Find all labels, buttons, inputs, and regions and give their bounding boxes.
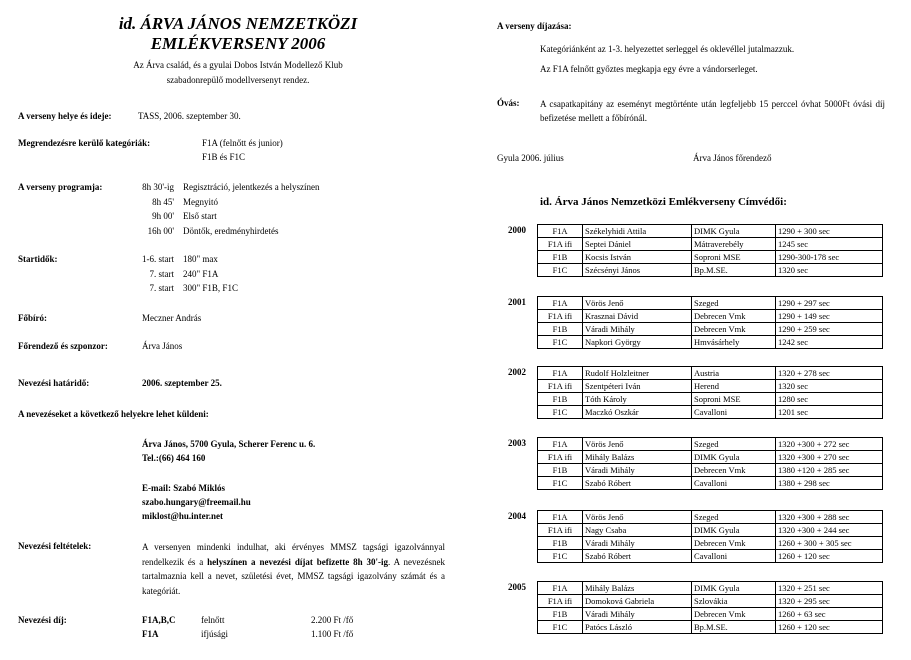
table-row <box>538 537 883 550</box>
year-label: 2002 <box>508 367 526 377</box>
subtitle-line-2: szabadonrepülő modellversenyt rendez. <box>166 75 310 85</box>
holders-table <box>537 437 883 490</box>
category-cell: F1B <box>538 464 583 477</box>
category-cell: F1B <box>538 323 583 336</box>
club-cell: Szeged <box>692 511 776 524</box>
score-cell: 1320 +300 + 270 sec <box>776 451 883 464</box>
start-when: 1-6. start <box>142 254 174 264</box>
send-to-label: A nevezéseket a következő helyekre lehet küldeni: <box>18 409 209 419</box>
club-cell: DIMK Gyula <box>692 451 776 464</box>
name-cell: Váradi Mihály <box>583 608 692 621</box>
club-cell: Szeged <box>692 438 776 451</box>
prizes-label: A verseny díjazása: <box>497 21 572 31</box>
program-text: Megnyitó <box>183 196 218 207</box>
protest-text: A csapatkapitány az eseményt megtörténte után legfeljebb 15 perccel óvhat 5000Ft óvási díj befizetése mellett a főbírónál. <box>540 99 885 123</box>
score-cell: 1290 + 259 sec <box>776 323 883 336</box>
fee-label: Nevezési díj: <box>18 615 67 625</box>
table-row <box>538 367 883 380</box>
category-cell: F1A <box>538 297 583 310</box>
name-cell: Mihály Balázs <box>583 451 692 464</box>
fee-category: F1A <box>142 629 159 639</box>
year-label: 2000 <box>508 225 526 235</box>
right-column <box>497 0 897 660</box>
category-cell: F1A ifi <box>538 238 583 251</box>
score-cell: 1320 +300 + 244 sec <box>776 524 883 537</box>
club-cell: Szlovákia <box>692 595 776 608</box>
table-row <box>538 438 883 451</box>
table-row <box>538 595 883 608</box>
prizes-line-1: Kategóriánként az 1-3. helyezettet serleggel és oklevéllel jutalmazzuk. <box>540 44 795 54</box>
holders-table <box>537 581 883 634</box>
title-line-1: id. ÁRVA JÁNOS NEMZETKÖZI <box>118 14 358 33</box>
table-row <box>538 477 883 490</box>
category-cell: F1B <box>538 608 583 621</box>
program-text: Regisztráció, jelentkezés a helyszínen <box>183 182 320 192</box>
fee-who: felnőtt <box>201 615 225 625</box>
program-text: Első start <box>183 211 217 221</box>
name-cell: Székelyhidi Attila <box>583 225 692 238</box>
year-label: 2005 <box>508 582 526 592</box>
score-cell: 1320 + 278 sec <box>776 367 883 380</box>
score-cell: 1260 + 120 sec <box>776 550 883 563</box>
category-cell: F1A ifi <box>538 451 583 464</box>
club-cell: Hmvásárhely <box>692 336 776 349</box>
start-when: 7. start <box>149 283 174 293</box>
score-cell: 1290-300-178 sec <box>776 251 883 264</box>
table-row <box>538 550 883 563</box>
club-cell: Szeged <box>692 297 776 310</box>
score-cell: 1290 + 149 sec <box>776 310 883 323</box>
name-cell: Rudolf Holzleitner <box>583 367 692 380</box>
organizer-label: Főrendező és szponzor: <box>18 341 108 351</box>
fee-amount: 1.100 Ft /fő <box>311 629 354 639</box>
start-when: 7. start <box>149 268 174 279</box>
holders-table <box>537 224 883 277</box>
name-cell: Domoková Gabriela <box>583 595 692 608</box>
category-cell: F1B <box>538 393 583 406</box>
left-column <box>18 0 458 660</box>
table-row <box>538 608 883 621</box>
club-cell: Soproni MSE <box>692 393 776 406</box>
categories-label: Megrendezésre kerülő kategóriák: <box>18 138 151 148</box>
name-cell: Vörös Jenő <box>583 438 692 451</box>
prizes-line-2: Az F1A felnőtt győztes megkapja egy évre a vándorserleget. <box>540 64 758 74</box>
signature-name: Árva János főrendező <box>693 153 772 163</box>
club-cell: Bp.M.SE. <box>692 264 776 277</box>
title-line-2: EMLÉKVERSENY 2006 <box>150 34 326 53</box>
score-cell: 1320 sec <box>776 380 883 393</box>
venue-label: A verseny helye és ideje: <box>18 111 112 121</box>
conditions-text-part-1: A versenyen mindenki indulhat, aki érvényes MMSZ tagsági igazolvánnyal rendelkezik és a <box>142 542 445 567</box>
fee-amount: 2.200 Ft /fő <box>311 615 354 625</box>
category-cell: F1B <box>538 537 583 550</box>
score-cell: 1260 + 300 + 305 sec <box>776 537 883 550</box>
name-cell: Septei Dániel <box>583 238 692 251</box>
program-text: Döntők, eredményhirdetés <box>183 225 279 236</box>
fee-who: ifjúsági <box>201 629 228 639</box>
club-cell: Cavalloni <box>692 406 776 419</box>
score-cell: 1245 sec <box>776 238 883 251</box>
score-cell: 1290 + 297 sec <box>776 297 883 310</box>
club-cell: Herend <box>692 380 776 393</box>
organizer-value: Árva János <box>142 341 183 351</box>
conditions-text-part-2: . A nevezésnek tartalmaznia kell a nevet, születési évet, MMSZ tagsági igazolvány számát és a kategóriát. <box>142 556 446 596</box>
category-cell: F1C <box>538 550 583 563</box>
table-row <box>538 451 883 464</box>
send-to-email-2[interactable]: miklost@hu.inter.net <box>142 511 224 521</box>
category-cell: F1B <box>538 251 583 264</box>
category-cell: F1A <box>538 225 583 238</box>
holders-table <box>537 296 883 349</box>
year-label: 2003 <box>508 438 526 448</box>
program-time: 8h 30'-ig <box>142 182 174 192</box>
signature-place-date: Gyula 2006. július <box>497 153 564 163</box>
score-cell: 1380 + 298 sec <box>776 477 883 490</box>
table-row <box>538 524 883 537</box>
club-cell: Austria <box>692 367 776 380</box>
name-cell: Váradi Mihály <box>583 464 692 477</box>
table-row <box>538 336 883 349</box>
name-cell: Váradi Mihály <box>583 537 692 550</box>
score-cell: 1320 +300 + 288 sec <box>776 511 883 524</box>
starts-label: Startidők: <box>18 254 58 264</box>
start-what: 300" F1B, F1C <box>183 283 238 293</box>
category-cell: F1A ifi <box>538 524 583 537</box>
score-cell: 1320 + 251 sec <box>776 582 883 595</box>
holders-table <box>537 510 883 563</box>
deadline-label: Nevezési határidő: <box>18 378 90 388</box>
referee-label: Főbíró: <box>18 313 47 323</box>
name-cell: Patócs László <box>583 621 692 634</box>
category-cell: F1C <box>538 264 583 277</box>
table-row <box>538 225 883 238</box>
year-label: 2001 <box>508 297 526 307</box>
category-cell: F1A <box>538 438 583 451</box>
conditions-text <box>142 540 445 598</box>
name-cell: Szécsényi János <box>583 264 692 277</box>
name-cell: Szabó Róbert <box>583 477 692 490</box>
club-cell: Debrecen Vmk <box>692 310 776 323</box>
start-what: 240" F1A <box>183 268 219 279</box>
send-to-address: Árva János, 5700 Gyula, Scherer Ferenc u. 6. <box>142 439 316 449</box>
category-cell: F1A <box>538 582 583 595</box>
program-time: 8h 45' <box>152 196 174 207</box>
name-cell: Vörös Jenő <box>583 511 692 524</box>
score-cell: 1242 sec <box>776 336 883 349</box>
club-cell: DIMK Gyula <box>692 225 776 238</box>
table-row <box>538 511 883 524</box>
score-cell: 1260 + 63 sec <box>776 608 883 621</box>
club-cell: Debrecen Vmk <box>692 323 776 336</box>
table-row <box>538 464 883 477</box>
club-cell: Bp.M.SE. <box>692 621 776 634</box>
protest-label: Óvás: <box>497 98 520 108</box>
table-row <box>538 582 883 595</box>
name-cell: Kocsis István <box>583 251 692 264</box>
name-cell: Tóth Károly <box>583 393 692 406</box>
table-row <box>538 251 883 264</box>
table-row <box>538 406 883 419</box>
club-cell: Debrecen Vmk <box>692 464 776 477</box>
categories-line-1: F1A (felnőtt és junior) <box>202 138 283 148</box>
club-cell: Debrecen Vmk <box>692 537 776 550</box>
club-cell: DIMK Gyula <box>692 582 776 595</box>
name-cell: Maczkó Oszkár <box>583 406 692 419</box>
name-cell: Napkori György <box>583 336 692 349</box>
program-time: 9h 00' <box>152 211 174 221</box>
category-cell: F1C <box>538 477 583 490</box>
category-cell: F1A ifi <box>538 310 583 323</box>
club-cell: Cavalloni <box>692 550 776 563</box>
table-row <box>538 264 883 277</box>
table-row <box>538 323 883 336</box>
name-cell: Mihály Balázs <box>583 582 692 595</box>
name-cell: Szabó Róbert <box>583 550 692 563</box>
table-row <box>538 621 883 634</box>
conditions-label: Nevezési feltételek: <box>18 541 92 551</box>
club-cell: Soproni MSE <box>692 251 776 264</box>
send-to-phone: Tel.:(66) 464 160 <box>142 453 206 463</box>
category-cell: F1A <box>538 367 583 380</box>
referee-value: Meczner András <box>142 313 202 323</box>
subtitle-line-1: Az Árva család, és a gyulai Dobos István Modellező Klub <box>133 60 343 70</box>
holders-title: id. Árva János Nemzetközi Emlékverseny Címvédői: <box>540 196 787 208</box>
table-row <box>538 393 883 406</box>
category-cell: F1A ifi <box>538 380 583 393</box>
category-cell: F1C <box>538 336 583 349</box>
score-cell: 1320 + 295 sec <box>776 595 883 608</box>
score-cell: 1280 sec <box>776 393 883 406</box>
venue-value: TASS, 2006. szeptember 30. <box>138 111 241 121</box>
score-cell: 1320 +300 + 272 sec <box>776 438 883 451</box>
club-cell: Cavalloni <box>692 477 776 490</box>
program-time: 16h 00' <box>147 225 174 236</box>
table-row <box>538 380 883 393</box>
score-cell: 1260 + 120 sec <box>776 621 883 634</box>
name-cell: Vörös Jenő <box>583 297 692 310</box>
categories-line-2: F1B és F1C <box>202 152 246 162</box>
category-cell: F1C <box>538 621 583 634</box>
conditions-text-bold: helyszínen a nevezési díjat befizette 8h 30'-ig <box>207 556 388 567</box>
send-to-email-label: E-mail: Szabó Miklós <box>142 483 226 493</box>
table-row <box>538 238 883 251</box>
name-cell: Váradi Mihály <box>583 323 692 336</box>
program-label: A verseny programja: <box>18 182 103 192</box>
start-what: 180" max <box>183 254 218 264</box>
name-cell: Krasznai Dávid <box>583 310 692 323</box>
club-cell: Mátraverebély <box>692 238 776 251</box>
category-cell: F1A ifi <box>538 595 583 608</box>
holders-table <box>537 366 883 419</box>
table-row <box>538 297 883 310</box>
score-cell: 1380 +120 + 285 sec <box>776 464 883 477</box>
deadline-value: 2006. szeptember 25. <box>142 378 222 388</box>
name-cell: Szentpéteri Iván <box>583 380 692 393</box>
score-cell: 1201 sec <box>776 406 883 419</box>
send-to-email-1[interactable]: szabo.hungary@freemail.hu <box>142 497 251 507</box>
fee-category: F1A,B,C <box>142 615 176 625</box>
year-label: 2004 <box>508 511 526 521</box>
name-cell: Nagy Csaba <box>583 524 692 537</box>
table-row <box>538 310 883 323</box>
score-cell: 1320 sec <box>776 264 883 277</box>
club-cell: Debrecen Vmk <box>692 608 776 621</box>
category-cell: F1A <box>538 511 583 524</box>
score-cell: 1290 + 300 sec <box>776 225 883 238</box>
club-cell: DIMK Gyula <box>692 524 776 537</box>
category-cell: F1C <box>538 406 583 419</box>
